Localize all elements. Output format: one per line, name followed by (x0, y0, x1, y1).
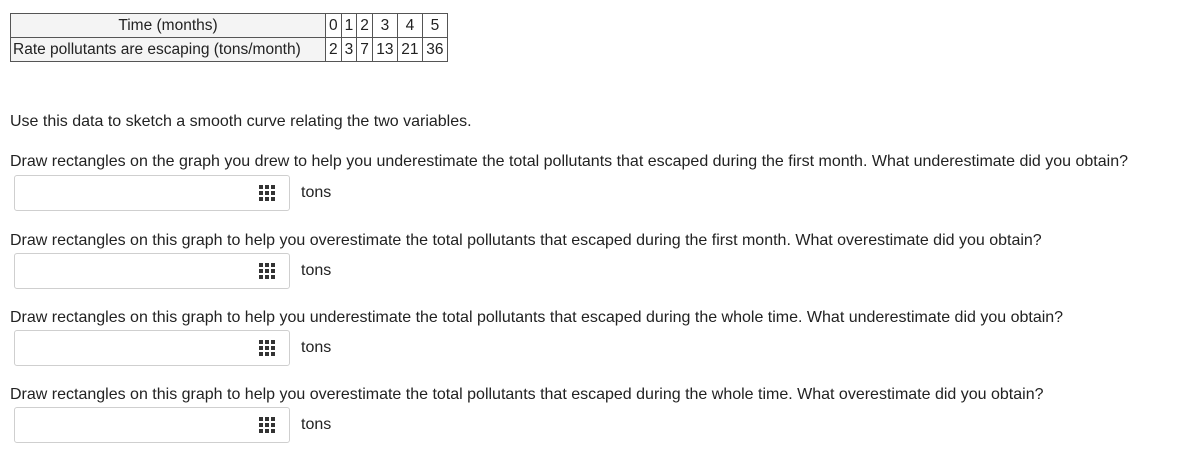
table-row-rate (11, 38, 448, 62)
keypad-icon[interactable] (257, 416, 277, 434)
time-cell: 5 (422, 14, 447, 38)
unit-label: tons (301, 339, 332, 356)
keypad-icon[interactable] (257, 262, 277, 280)
unit-label: tons (301, 416, 332, 433)
question-4-text: Draw rectangles on this graph to help you overestimate the total pollutants that escaped during the whole time. What overestimate did you obtain? (10, 386, 1044, 403)
question-1-text: Draw rectangles on the graph you drew to help you underestimate the total pollutants that escaped during the first month. What underestimate did you obtain? (10, 153, 1128, 170)
answer-row-1 (14, 175, 331, 211)
answer-row-4 (14, 407, 331, 443)
question-2-text: Draw rectangles on this graph to help you overestimate the total pollutants that escaped during the first month. What overestimate did you obtain? (10, 232, 1042, 249)
intro-text: Use this data to sketch a smooth curve relating the two variables. (10, 113, 472, 130)
time-cell: 3 (372, 14, 397, 38)
answer-input-2[interactable] (14, 253, 290, 289)
row-label-time: Time (months) (11, 14, 326, 38)
answer-input-3[interactable] (14, 330, 290, 366)
rate-cell: 3 (341, 38, 357, 62)
rate-cell: 13 (372, 38, 397, 62)
rate-cell: 2 (326, 38, 342, 62)
keypad-icon[interactable] (257, 339, 277, 357)
unit-label: tons (301, 184, 332, 201)
rate-cell: 7 (357, 38, 373, 62)
time-cell: 4 (397, 14, 422, 38)
answer-input-1[interactable] (14, 175, 290, 211)
data-table (10, 13, 448, 62)
keypad-icon[interactable] (257, 184, 277, 202)
unit-label: tons (301, 262, 332, 279)
time-cell: 2 (357, 14, 373, 38)
time-cell: 0 (326, 14, 342, 38)
rate-cell: 36 (422, 38, 447, 62)
answer-row-2 (14, 253, 331, 289)
time-cell: 1 (341, 14, 357, 38)
rate-cell: 21 (397, 38, 422, 62)
row-label-rate: Rate pollutants are escaping (tons/month) (11, 38, 326, 62)
question-3-text: Draw rectangles on this graph to help you underestimate the total pollutants that escaped during the whole time. What underestimate did you obtain? (10, 309, 1064, 326)
answer-input-4[interactable] (14, 407, 290, 443)
table-row-time (11, 14, 448, 38)
answer-row-3 (14, 330, 331, 366)
